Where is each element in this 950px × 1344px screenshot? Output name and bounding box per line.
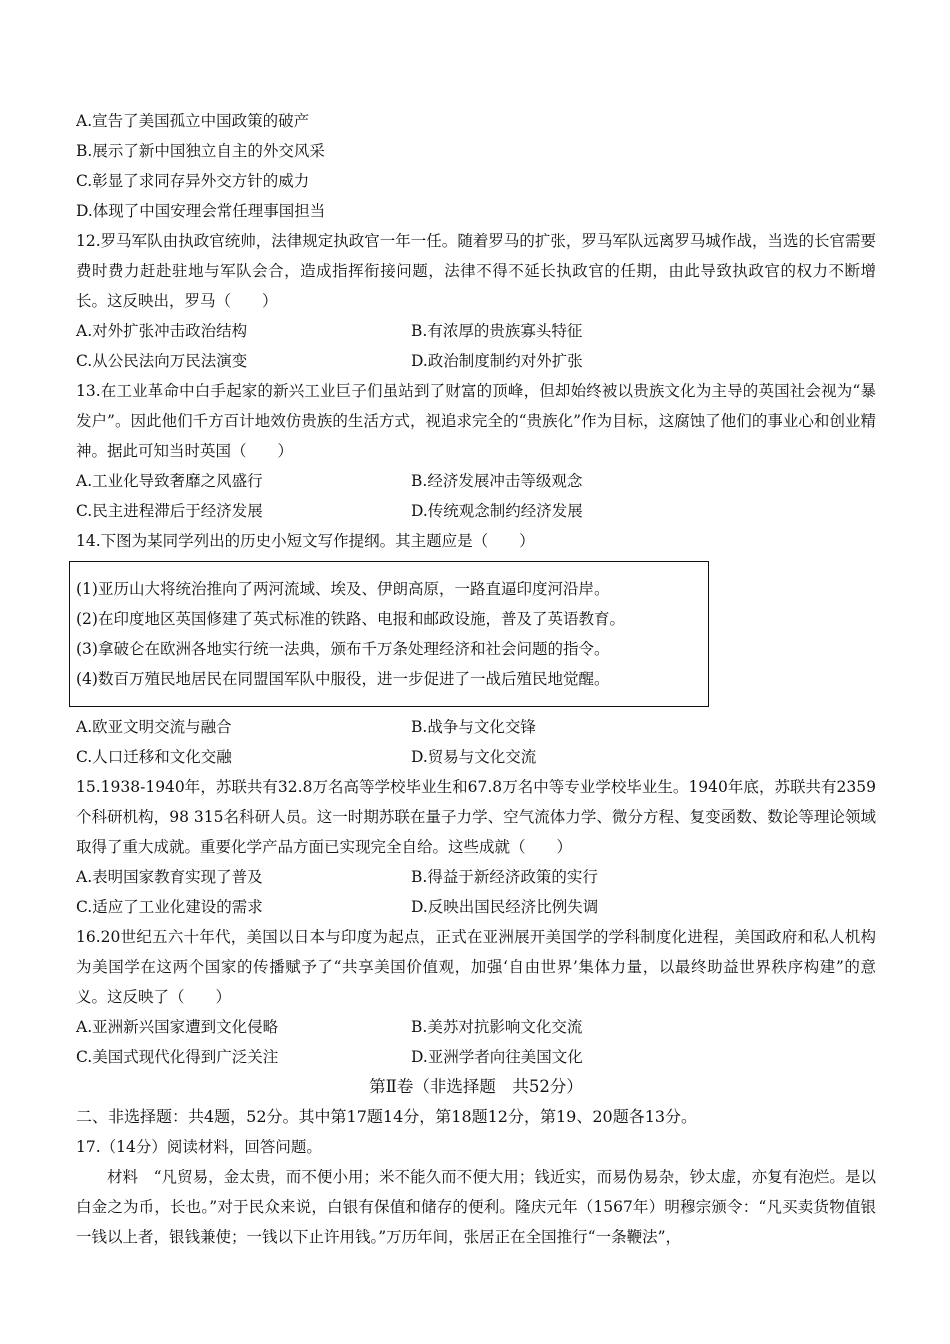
q13-option-b: B.经济发展冲击等级观念 <box>411 472 583 490</box>
q13-option-d: D.传统观念制约经济发展 <box>411 502 583 520</box>
q12-option-a: A.对外扩张冲击政治结构 <box>76 322 248 340</box>
q15-option-b: B.得益于新经济政策的实行 <box>411 868 598 886</box>
q12-option-c: C.从公民法向万民法演变 <box>76 352 248 370</box>
question-14 <box>76 526 876 772</box>
q13-options-row-1 <box>76 466 876 496</box>
q14-outline-line-3: (3)拿破仑在欧洲各地实行统一法典，颁布千万条处理经济和社会问题的指令。 <box>76 640 610 658</box>
q13-stem: 13.在工业革命中白手起家的新兴工业巨子们虽站到了财富的顶峰，但却始终被以贵族文化为主导的英国社会视为“暴发户”。因此他们千方百计地效仿贵族的生活方式，视追求完全的“贵族化”作为目标，这腐蚀了他们的事业心和创业精神。据此可知当时英国（ ） <box>76 382 876 460</box>
question-13 <box>76 376 876 526</box>
q14-stem: 14.下图为某同学列出的历史小短文写作提纲。其主题应是（ ） <box>76 532 535 550</box>
q13-options-row-2 <box>76 496 876 526</box>
q11-option-d: D.体现了中国安理会常任理事国担当 <box>76 202 326 220</box>
q17-material: 材料 “凡贸易，金太贵，而不便小用；米不能久而不便大用；钱近实，而易伪易杂，钞太虚，亦复有泡烂。是以白金之为币，长也。”对于民众来说，白银有保值和储存的便利。隆庆元年（1567年）明穆宗颁令：“凡买卖货物值银一钱以上者，银钱兼使；一钱以下止许用钱。”万历年间，张居正在全国推行“一条鞭法”， <box>76 1168 876 1246</box>
section-2-title: 第Ⅱ卷（非选择题 共52分） <box>369 1077 583 1096</box>
q16-option-c: C.美国式现代化得到广泛关注 <box>76 1048 279 1066</box>
q15-option-d: D.反映出国民经济比例失调 <box>411 898 599 916</box>
q14-option-a: A.欧亚文明交流与融合 <box>76 718 232 736</box>
question-17 <box>76 1132 876 1252</box>
q12-options-row-2 <box>76 346 876 376</box>
q13-option-a: A.工业化导致奢靡之风盛行 <box>76 472 263 490</box>
q12-option-d: D.政治制度制约对外扩张 <box>411 352 583 370</box>
q16-option-b: B.美苏对抗影响文化交流 <box>411 1018 583 1036</box>
q11-option-a: A.宣告了美国孤立中国政策的破产 <box>76 112 310 130</box>
q12-option-b: B.有浓厚的贵族寡头特征 <box>411 322 583 340</box>
q16-option-d: D.亚洲学者向往美国文化 <box>411 1048 583 1066</box>
q12-options-row-1 <box>76 316 876 346</box>
q12-stem: 12.罗马军队由执政官统帅，法律规定执政官一年一任。随着罗马的扩张，罗马军队远离罗马城作战，当选的长官需要费时费力赶赴驻地与军队会合，造成指挥衔接问题，法律不得不延长执政官的任期，由此导致执政官的权力不断增长。这反映出，罗马（ ） <box>76 232 876 310</box>
q14-outline-box <box>69 561 709 707</box>
question-12 <box>76 226 876 376</box>
question-16 <box>76 922 876 1072</box>
q16-stem: 16.20世纪五六十年代，美国以日本与印度为起点，正式在亚洲展开美国学的学科制度化进程，美国政府和私人机构为美国学在这两个国家的传播赋予了“共享美国价值观，加强‘自由世界’集体力量，以最终助益世界秩序构建”的意义。这反映了（ ） <box>76 928 876 1006</box>
q15-option-c: C.适应了工业化建设的需求 <box>76 898 263 916</box>
q11-option-b: B.展示了新中国独立自主的外交风采 <box>76 142 325 160</box>
q14-outline-line-4: (4)数百万殖民地居民在同盟国军队中服役，进一步促进了一战后殖民地觉醒。 <box>76 670 610 688</box>
q14-outline-line-1: (1)亚历山大将统治推向了两河流域、埃及、伊朗高原，一路直逼印度河沿岸。 <box>76 580 610 598</box>
q14-outline-line-2: (2)在印度地区英国修建了英式标准的铁路、电报和邮政设施，普及了英语教育。 <box>76 610 625 628</box>
q17-stem: 17.（14分）阅读材料，回答问题。 <box>76 1138 322 1156</box>
q14-options-row-2 <box>76 742 876 772</box>
q14-option-d: D.贸易与文化交流 <box>411 748 537 766</box>
exam-page <box>76 106 876 1252</box>
q16-options-row-2 <box>76 1042 876 1072</box>
q15-stem: 15.1938-1940年，苏联共有32.8万名高等学校毕业生和67.8万名中等专业学校毕业生。1940年底，苏联共有2359个科研机构，98 315名科研人员。这一时期苏联在量子力学、空气流体力学、微分方程、复变函数、数论等理论领域取得了重大成就。重要化学产品方面已实现完全自给。这些成就（ ） <box>76 778 876 856</box>
q14-options-row-1 <box>76 712 876 742</box>
q15-options-row-1 <box>76 862 876 892</box>
q11-option-c: C.彰显了求同存异外交方针的威力 <box>76 172 310 190</box>
q11-options <box>76 106 876 226</box>
q13-option-c: C.民主进程滞后于经济发展 <box>76 502 263 520</box>
question-15 <box>76 772 876 922</box>
q15-options-row-2 <box>76 892 876 922</box>
q15-option-a: A.表明国家教育实现了普及 <box>76 868 263 886</box>
q16-option-a: A.亚洲新兴国家遭到文化侵略 <box>76 1018 279 1036</box>
q14-option-c: C.人口迁移和文化交融 <box>76 748 232 766</box>
q16-options-row-1 <box>76 1012 876 1042</box>
section-2-heading: 二、非选择题：共4题，52分。其中第17题14分，第18题12分，第19、20题各13分。 <box>76 1107 698 1126</box>
q14-option-b: B.战争与文化交锋 <box>411 718 536 736</box>
